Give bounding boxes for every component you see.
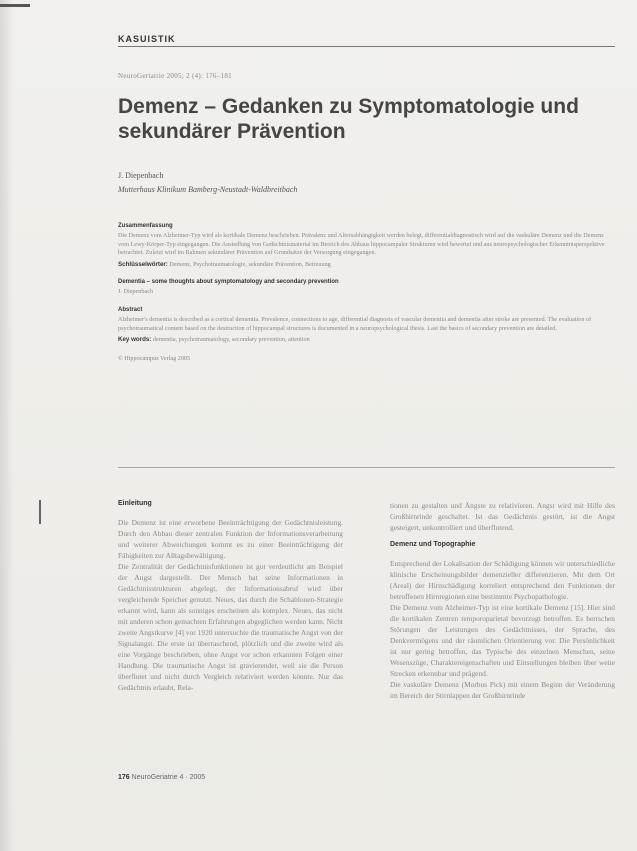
heading-einleitung: Einleitung xyxy=(118,500,152,507)
copyright: © Hippocampus Verlag 2005 xyxy=(118,354,191,362)
keywords-de-label: Schlüsselwörter: xyxy=(118,260,168,268)
english-author: J. Diepenbach xyxy=(118,288,154,296)
abstract-rule xyxy=(118,467,615,468)
keywords-en xyxy=(118,336,615,345)
article-title: Demenz – Gedanken zu Symptomatologie und sekundärer Prävention xyxy=(118,95,579,143)
journal-reference: NeuroGeriatrie 2005; 2 (4): 176–181 xyxy=(118,72,232,80)
heading-demenz-topographie: Demenz und Topographie xyxy=(390,541,476,548)
paragraph: Entsprechend der Lokalisation der Schädigung können wir unterschiedliche klinische Erscheinungsbilder demenzieller differenzieren. Mit dem Ort (Areal) der Hirnschädigung korreliert entsprechend den Funktionen der betroffenen Hirnregionen eine bestimmte Psychopathologie. xyxy=(390,559,615,601)
keywords-de-text: Demenz, Psychotraumatologie, sekundäre Prävention, Betreuung xyxy=(169,260,331,268)
section-tag: KASUISTIK xyxy=(118,34,176,44)
page-number: 176 xyxy=(118,774,130,781)
paragraph: Die vaskuläre Demenz (Morbus Pick) mit einem Beginn der Veränderung im Bereich der Stirnlappen der Großhirnrinde xyxy=(390,680,615,700)
english-title: Dementia – some thoughts about symptomatology and secondary prevention xyxy=(118,279,339,286)
header-rule xyxy=(118,46,615,47)
abstract-block xyxy=(118,223,615,363)
paragraph: Die Demenz vom Alzheimer-Typ ist eine kortikale Demenz [15]. Hier sind die kortikalen Zentren temporoparietal bevorzugt betroffen. Es herrschen Störungen der Leistungen des Gedächtnisses, der Sprache, des Denkvermögens und der räumlichen Orientierung vor. Die Persönlichkeit ist nur gering betroffen, das Typische des einzelnen Menschen, seine Wesenszüge, Charaktereigenschaften und Einstellungen bleiben über weite Strecken erkennbar und prägend. xyxy=(390,603,615,678)
author: J. Diepenbach xyxy=(118,171,164,180)
keywords-de xyxy=(118,261,615,270)
right-column xyxy=(390,500,615,701)
affiliation: Mutterhaus Klinikum Bamberg-Neustadt-Waldbreitbach xyxy=(118,185,298,194)
corner-mark xyxy=(0,4,30,7)
paragraph: tionen zu gestalten und Ängste zu relativieren. Angst wird mit Hilfe des Großhirnrinde geschaltet. Ist das Gedächtnis gestört, ist die Angst gesteigert, unkontrolliert und überflutend. xyxy=(390,501,615,532)
keywords-en-label: Key words: xyxy=(118,336,152,344)
scan-shadow xyxy=(0,0,14,851)
journal-footer: NeuroGeriatrie 4 · 2005 xyxy=(131,774,206,781)
abstract-de-text: Die Demenz vom Alzheimer-Typ wird als kortikale Demenz beschrieben. Prävalenz und Altersabhängigkeit werden belegt, differentialdiagnostisch wird auf die vaskuläre Demenz und die Demenz vom Lewy-Körper-Typ eingegangen. Die Ansiedlung von Gedächtnismaterial im Bereich des Abbaus hippocampaler Strukturen wird bewertet und aus neuropsychologischer Erkenntnisperspektive betrachtet. Zuletzt wird im Rahmen sekundärer Prävention auf Grundsätze der Versorgung eingegangen. xyxy=(118,232,605,257)
keywords-en-text: dementia, psychotraumatology, secondary prevention, attention xyxy=(152,336,310,344)
abstract-en-label: Abstract xyxy=(118,306,143,313)
page-footer xyxy=(118,774,205,781)
paragraph: Die Demenz ist eine erworbene Beeinträchtigung der Gedächtnisleistung. Durch den Abbau dieser zentralen Funktion der Informationsverarbeitung und weiterer Abweichungen kommt es zu einer Beeinträchtigung der Fähigkeiten zur Alltagsbewältigung. xyxy=(118,518,343,560)
abstract-en-text: Alzheimer's dementia is described as a cortical dementia. Prevalence, connections to age, differential diagnosis of vascular dementia and dementia after stroke are presented. The evaluation of psychotraumatical content based on the destruction of hippocampal structures is documented in a neuropsychological thesis. Last the basics of secondary prevention are detailed. xyxy=(118,315,592,332)
abstract-de-label: Zusammenfassung xyxy=(118,223,173,229)
left-column xyxy=(118,500,343,693)
margin-mark xyxy=(39,500,41,524)
paragraph: Die Zentralität der Gedächtnisfunktionen ist gut verdeutlicht am Beispiel der Angst dargestellt. Der Mensch hat seine Informationen in Gedächtnisstrukturen abgelegt, der Informationsabruf wird über vergleichende Speicher genutzt. Neues, das durch die Schablonen-Strategie erkannt wird, kann als sonniges erscheinen als komplex. Neues, das nicht mit anderen schon gemachten Erfahrungen abgeglichen werden kann. Nicht zweite Angstkurve [4] vor 1920 untersuchte die traumatische Angst von der Signalangst. Die erste ist überraschend, plötzlich und die zweite wird als eine Vorgänge beschrieben, ohne Angst vor schon erkannten Folgen einer Handlung. Die traumatische Angst ist gravierender, weil sie die Person überflutet und nicht durch Vergleich relativiert werden könnte. Nur das Gedächtnis erlaubt, Rela- xyxy=(118,562,343,692)
